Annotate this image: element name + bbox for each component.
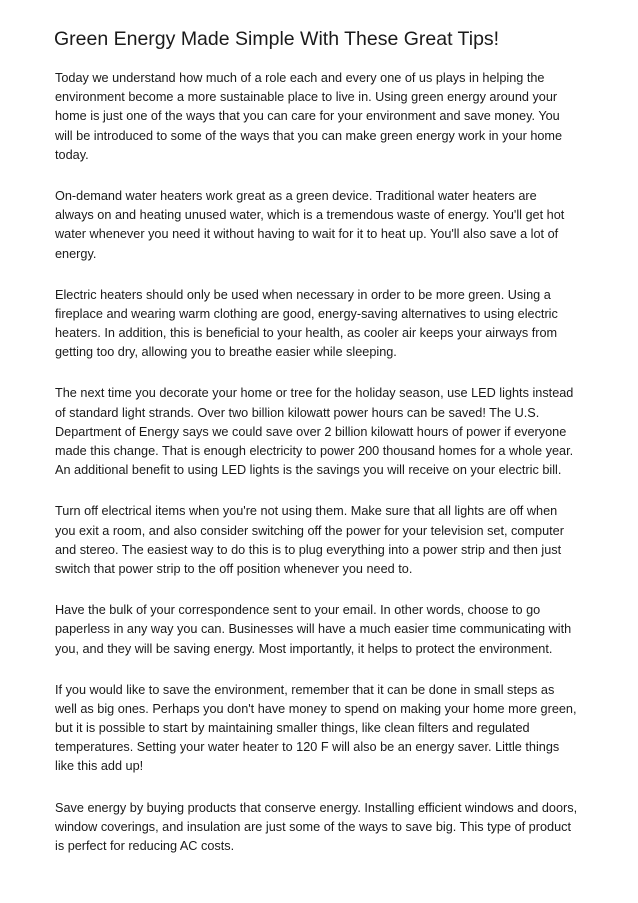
paragraph-line: If you would like to save the environment, remember that it can be done in small steps as — [55, 682, 555, 697]
paragraph-line: you, and they will be saving energy. Most importantly, it helps to protect the environment. — [55, 641, 553, 656]
paragraph-line: heaters. In addition, this is beneficial to your health, as cooler air keeps your airways from — [55, 326, 558, 341]
paragraph-line: Today we understand how much of a role each and every one of us plays in helping the — [55, 71, 545, 85]
paragraph-line: home is just one of the ways that you can care for your environment and save money. You — [55, 109, 560, 124]
paragraph-line: environment become a more sustainable place to live in. Using green energy around your — [55, 90, 558, 105]
paragraph-line: Have the bulk of your correspondence sent to your email. In other words, choose to go — [55, 603, 541, 618]
paragraph — [55, 681, 595, 777]
paragraph — [55, 601, 595, 659]
paragraph — [55, 799, 595, 857]
paragraph-line: well as big ones. Perhaps you don't have money to spend on making your home more green, — [55, 701, 577, 716]
paragraph-line: of standard light strands. Over two billion kilowatt power hours can be saved! The U.S. — [55, 405, 540, 420]
paragraph-line: switch that power strip to the off position whenever you need to. — [55, 561, 413, 576]
paragraph-line: always on and heating unused water, which is a tremendous waste of energy. You'll get hot — [55, 208, 565, 223]
paragraph-line: Save energy by buying products that conserve energy. Installing efficient windows and doors, — [55, 800, 578, 815]
paragraph-line: On-demand water heaters work great as a green device. Traditional water heaters are — [55, 188, 537, 203]
paragraph-line: but it is possible to start by maintaining smaller things, like clean filters and regulated — [55, 721, 530, 736]
paragraph-line: you exit a room, and also consider switching off the power for your television set, computer — [55, 523, 564, 538]
paragraph-line: Electric heaters should only be used when necessary in order to be more green. Using a — [55, 287, 551, 302]
paragraph-line: An additional benefit to using LED lights is the savings you will receive on your electric bill. — [55, 463, 562, 478]
paragraph — [55, 286, 595, 363]
paragraph-line: is perfect for reducing AC costs. — [55, 839, 235, 853]
paragraph-line: water whenever you need it without having to wait for it to heat up. You'll also save a lot of — [55, 227, 559, 242]
paragraph-line: and stereo. The easiest way to do this is to plug everything into a power strip and then just — [55, 542, 562, 557]
paragraph-line: temperatures. Setting your water heater to 120 F will also be an energy saver. Little things — [55, 740, 560, 755]
paragraph — [55, 502, 595, 579]
document-body — [55, 69, 595, 878]
paragraph — [55, 187, 595, 264]
paragraph-line: today. — [55, 147, 89, 162]
paragraph-line: energy. — [55, 246, 97, 261]
paragraph — [55, 384, 595, 480]
paragraph-line: getting too dry, allowing you to breathe easier while sleeping. — [55, 345, 397, 360]
paragraph-line: window coverings, and insulation are just some of the ways to save big. This type of product — [55, 819, 571, 834]
paragraph-line: like this add up! — [55, 759, 144, 774]
paragraph-line: fireplace and wearing warm clothing are good, energy-saving alternatives to using electric — [55, 306, 558, 321]
paragraph-line: will be introduced to some of the ways that you can make green energy work in your home — [55, 128, 563, 143]
document-title: Green Energy Made Simple With These Great Tips! — [54, 28, 500, 50]
paragraph-line: paperless in any way you can. Businesses will have a much easier time communicating with — [55, 622, 572, 637]
paragraph-line: made this change. That is enough electricity to power 200 thousand homes for a whole year. — [55, 444, 574, 458]
paragraph-line: Turn off electrical items when you're not using them. Make sure that all lights are off when — [55, 504, 558, 519]
paragraph-line: The next time you decorate your home or tree for the holiday season, use LED lights instead — [55, 386, 574, 401]
paragraph-line: Department of Energy says we could save over 2 billion kilowatt hours of power if everyone — [55, 424, 567, 439]
paragraph — [55, 69, 595, 165]
